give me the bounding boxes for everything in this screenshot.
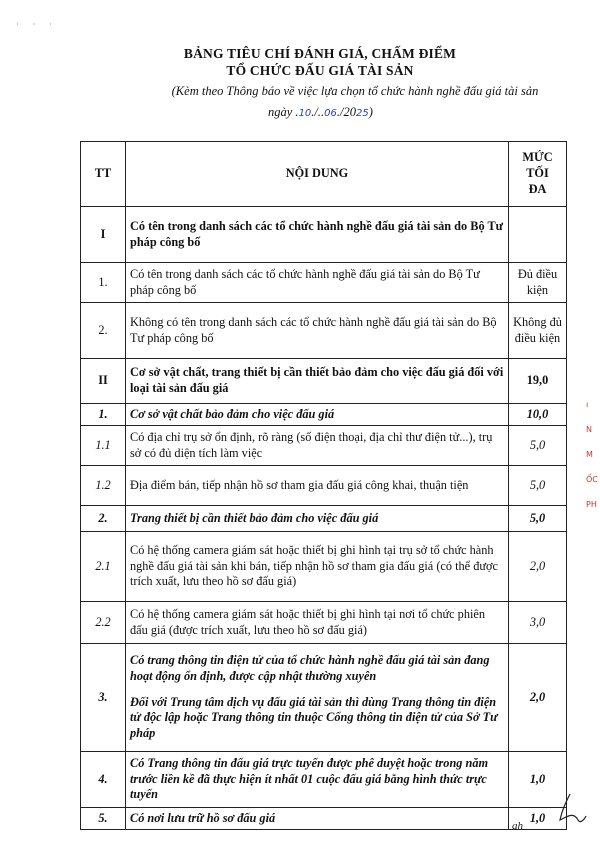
- row-tt: 3.: [81, 644, 126, 752]
- table-row: [81, 532, 567, 602]
- header-tt: TT: [81, 142, 126, 207]
- row-content: Cơ sở vật chất, trang thiết bị cần thiết bảo đảm cho việc đấu giá đối với loại tài sản đấu giá: [126, 359, 509, 404]
- table-row: [81, 303, 567, 359]
- table-row: [81, 426, 567, 466]
- date-year: 25: [356, 108, 369, 119]
- row-score: 1,0: [509, 808, 567, 830]
- row-score: Đủ điều kiện: [509, 263, 567, 303]
- criteria-table: [80, 141, 567, 830]
- row-content-para1: Có trang thông tin điện tử của tổ chức hành nghề đấu giá tài sản đang hoạt động ổn định, được cập nhật thường xuyên: [130, 652, 490, 683]
- row-score: Không đủ điều kiện: [509, 303, 567, 359]
- row-content: Không có tên trong danh sách các tổ chức hành nghề đấu giá tài sản do Bộ Tư pháp công bố: [126, 303, 509, 359]
- row-content: Cơ sở vật chất bảo đảm cho việc đấu giá: [126, 404, 509, 426]
- table-row: [81, 359, 567, 404]
- row-score: 2,0: [509, 532, 567, 602]
- row-tt: 4.: [81, 752, 126, 808]
- table-row: [81, 404, 567, 426]
- row-tt: 1.2: [81, 466, 126, 506]
- row-content: Có địa chỉ trụ sở ổn định, rõ ràng (số điện thoại, địa chỉ thư điện tử...), trụ sở có đủ diện tích làm việc: [126, 426, 509, 466]
- header-content: NỘI DUNG: [126, 142, 509, 207]
- table-row: [81, 808, 567, 830]
- page-initials: ah: [512, 820, 523, 832]
- table-header-row: [81, 142, 567, 207]
- document-date: ngày .10./..06./2025): [268, 105, 373, 119]
- row-tt: 2.2: [81, 602, 126, 644]
- document-title-line1: BẢNG TIÊU CHÍ ĐÁNH GIÁ, CHẤM ĐIỂM: [183, 46, 457, 61]
- row-tt: 2.: [81, 506, 126, 532]
- row-tt: 1.: [81, 263, 126, 303]
- document-title-line2: TỔ CHỨC ĐẤU GIÁ TÀI SẢN: [226, 63, 414, 78]
- row-tt: 1.1: [81, 426, 126, 466]
- row-score: 5,0: [509, 506, 567, 532]
- table-row: [81, 644, 567, 752]
- row-content: Địa điểm bán, tiếp nhận hồ sơ tham gia đấu giá công khai, thuận tiện: [126, 466, 509, 506]
- table-row: [81, 752, 567, 808]
- row-content: Trang thiết bị cần thiết bảo đảm cho việc đấu giá: [126, 506, 509, 532]
- table-row: [81, 207, 567, 263]
- row-content: [126, 644, 509, 752]
- row-score: 10,0: [509, 404, 567, 426]
- row-tt: 2.: [81, 303, 126, 359]
- header-score: MỨC TỐI ĐA: [509, 142, 567, 207]
- stamp-fragment: ı N M ỐC PH: [586, 400, 598, 509]
- row-score: 19,0: [509, 359, 567, 404]
- row-content: Có tên trong danh sách các tổ chức hành nghề đấu giá tài sản do Bộ Tư pháp công bố: [126, 263, 509, 303]
- row-score: [509, 207, 567, 263]
- table-row: [81, 466, 567, 506]
- row-content: Có nơi lưu trữ hồ sơ đấu giá: [126, 808, 509, 830]
- row-tt: 1.: [81, 404, 126, 426]
- row-score: 5,0: [509, 426, 567, 466]
- row-tt: 2.1: [81, 532, 126, 602]
- date-month: 06: [324, 108, 337, 119]
- row-tt: I: [81, 207, 126, 263]
- table-row: [81, 602, 567, 644]
- table-row: [81, 506, 567, 532]
- scan-dots: · · ·: [16, 20, 58, 29]
- row-content: Có tên trong danh sách các tổ chức hành nghề đấu giá tài sản do Bộ Tư pháp công bố: [126, 207, 509, 263]
- signature-mark: [540, 790, 590, 830]
- table-row: [81, 263, 567, 303]
- row-content: Có Trang thông tin đấu giá trực tuyến được phê duyệt hoặc trong năm trước liền kề đã thực hiện ít nhất 01 cuộc đấu giá bằng hình thức trực tuyến: [126, 752, 509, 808]
- row-tt: II: [81, 359, 126, 404]
- document-subtitle: (Kèm theo Thông báo về việc lựa chọn tổ chức hành nghề đấu giá tài sản: [171, 84, 539, 98]
- row-content: Có hệ thống camera giám sát hoặc thiết bị ghi hình tại trụ sở tổ chức hành nghề đấu giá tài sản khi bán, tiếp nhận hồ sơ tham gia đấu giá (có thể được trích xuất, lưu theo hồ sơ đấu giá): [126, 532, 509, 602]
- row-score: 1,0: [509, 752, 567, 808]
- row-score: 2,0: [509, 644, 567, 752]
- row-content-para2: Đối với Trung tâm dịch vụ đấu giá tài sản thì dùng Trang thông tin điện tử độc lập hoặc Trang thông tin thuộc Cổng thông tin điện tử của Sở Tư pháp: [130, 694, 498, 741]
- row-tt: 5.: [81, 808, 126, 830]
- date-day: 10: [298, 108, 312, 119]
- row-content: Có hệ thống camera giám sát hoặc thiết bị ghi hình tại nơi tổ chức phiên đấu giá (được trích xuất, lưu theo hồ sơ đấu giá): [126, 602, 509, 644]
- row-score: 5,0: [509, 466, 567, 506]
- row-score: 3,0: [509, 602, 567, 644]
